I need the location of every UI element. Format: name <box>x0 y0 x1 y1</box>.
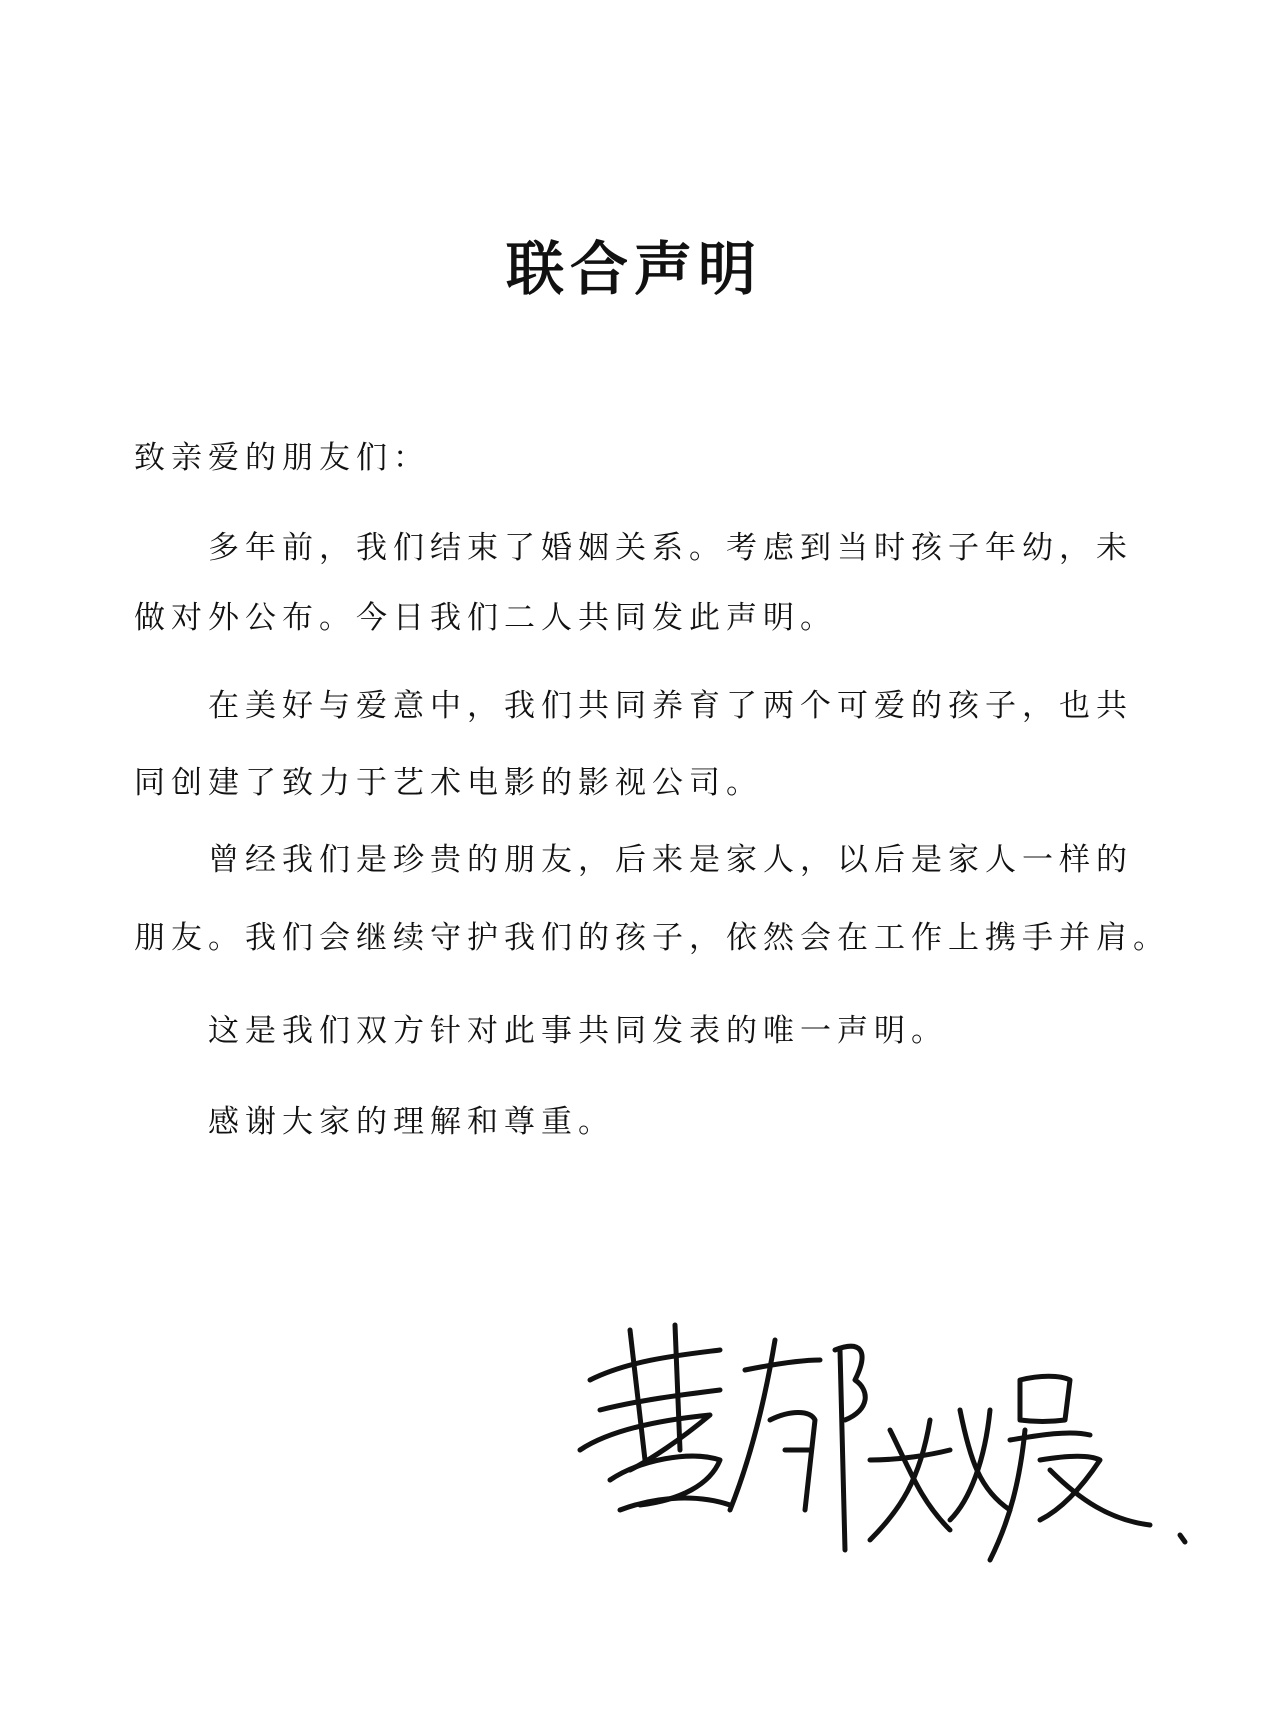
paragraph-1-line-1: 多年前，我们结束了婚姻关系。考虑到当时孩子年幼，未 <box>208 530 1133 566</box>
paragraph-2-line-2: 同创建了致力于艺术电影的影视公司。 <box>134 765 763 801</box>
greeting: 致亲爱的朋友们： <box>134 440 430 476</box>
paragraph-4: 这是我们双方针对此事共同发表的唯一声明。 <box>208 1013 948 1049</box>
paragraph-3-line-2: 朋友。我们会继续守护我们的孩子，依然会在工作上携手并肩。 <box>134 920 1170 956</box>
paragraph-5: 感谢大家的理解和尊重。 <box>208 1104 615 1140</box>
document-title: 联合声明 <box>505 235 762 303</box>
paragraph-1-line-2: 做对外公布。今日我们二人共同发此声明。 <box>134 600 837 636</box>
paragraph-3-line-1: 曾经我们是珍贵的朋友，后来是家人，以后是家人一样的 <box>208 842 1133 878</box>
handwritten-signature <box>570 1310 1210 1580</box>
paragraph-2-line-1: 在美好与爱意中，我们共同养育了两个可爱的孩子，也共 <box>208 688 1133 724</box>
